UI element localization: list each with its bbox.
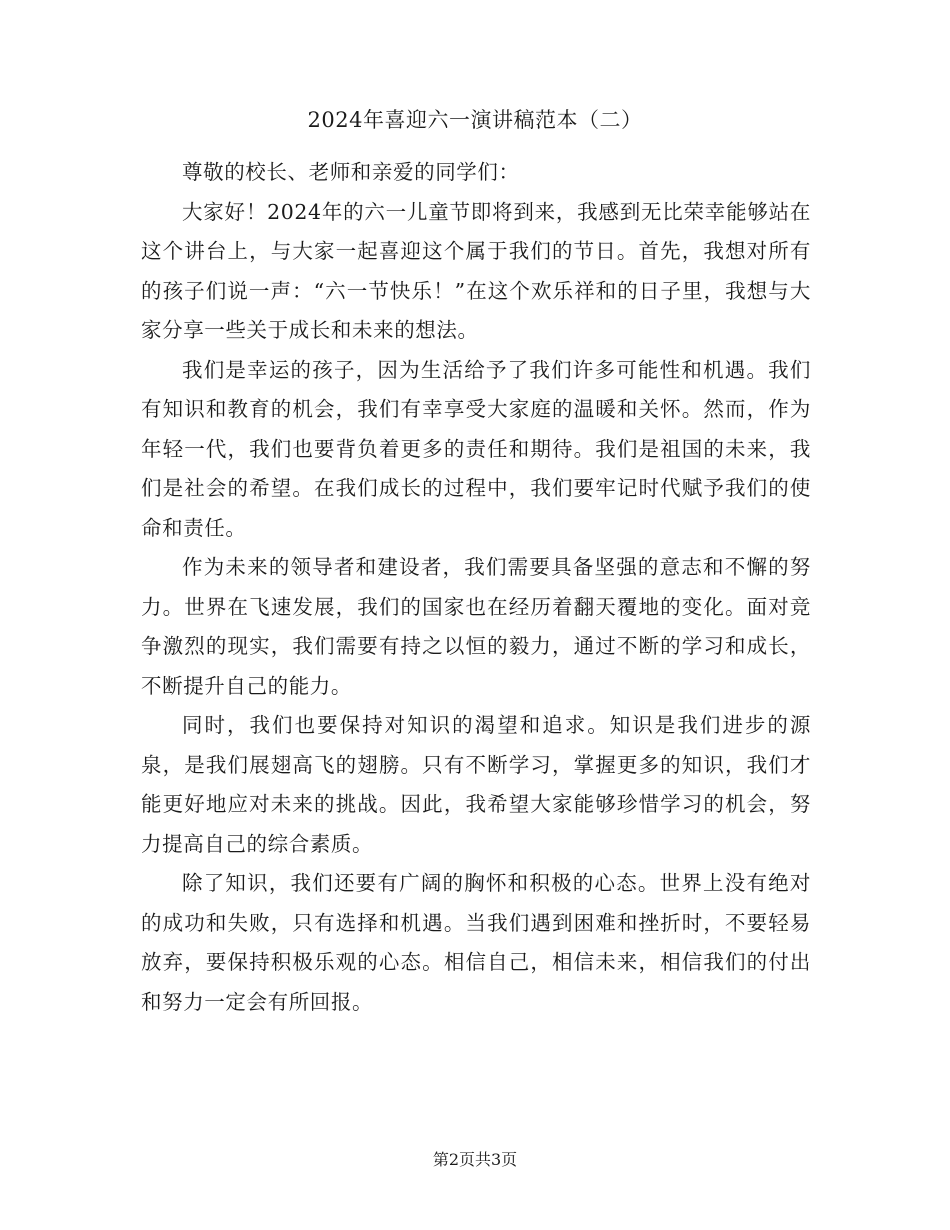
body-paragraph: 大家好！2024年的六一儿童节即将到来，我感到无比荣幸能够站在这个讲台上，与大家一起喜迎这个属于我们的节日。首先，我想对所有的孩子们说一声：“六一节快乐！”在这个欢乐祥和的日子里，我想与大家分享一些关于成长和未来的想法。 <box>141 199 811 342</box>
body-paragraph: 除了知识，我们还要有广阔的胸怀和积极的心态。世界上没有绝对的成功和失败，只有选择和机遇。当我们遇到困难和挫折时，不要轻易放弃，要保持积极乐观的心态。相信自己，相信未来，相信我们的付出和努力一定会有所回报。 <box>141 871 811 1014</box>
body-paragraph: 作为未来的领导者和建设者，我们需要具备坚强的意志和不懈的努力。世界在飞速发展，我们的国家也在经历着翻天覆地的变化。面对竞争激烈的现实，我们需要有持之以恒的毅力，通过不断的学习和成长，不断提升自己的能力。 <box>141 555 811 698</box>
document-body <box>141 153 811 1022</box>
page-number-footer: 第2页共3页 <box>432 1150 518 1169</box>
body-paragraph: 我们是幸运的孩子，因为生活给予了我们许多可能性和机遇。我们有知识和教育的机会，我们有幸享受大家庭的温暖和关怀。然而，作为年轻一代，我们也要背负着更多的责任和期待。我们是祖国的未来，我们是社会的希望。在我们成长的过程中，我们要牢记时代赋予我们的使命和责任。 <box>141 357 811 540</box>
body-paragraph: 同时，我们也要保持对知识的渴望和追求。知识是我们进步的源泉，是我们展翅高飞的翅膀。只有不断学习，掌握更多的知识，我们才能更好地应对未来的挑战。因此，我希望大家能够珍惜学习的机会，努力提高自己的综合素质。 <box>141 713 811 856</box>
document-title: 2024年喜迎六一演讲稿范本（二） <box>307 108 643 132</box>
salutation-paragraph: 尊敬的校长、老师和亲爱的同学们： <box>182 160 520 184</box>
